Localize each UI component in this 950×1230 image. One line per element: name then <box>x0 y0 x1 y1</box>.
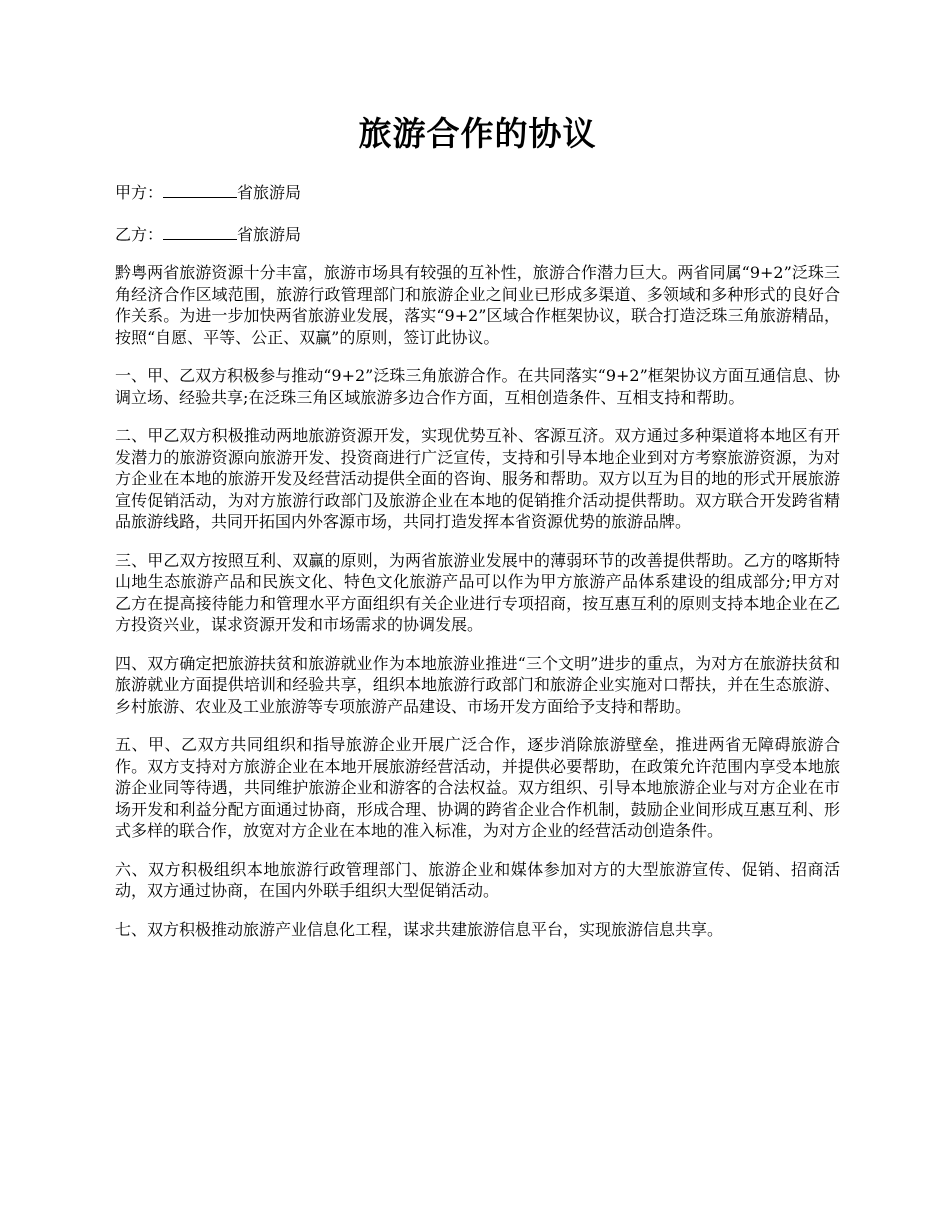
party-b-label: 乙方： <box>115 225 164 244</box>
clause-3: 三、甲乙双方按照互利、双赢的原则，为两省旅游业发展中的薄弱环节的改善提供帮助。乙方的喀斯特山地生态旅游产品和民族文化、特色文化旅游产品可以作为甲方旅游产品体系建设的组成部分;甲方对乙方在提高接待能力和管理水平方面组织有关企业进行专项招商，按互惠互利的原则支持本地企业在乙方投资兴业，谋求资源开发和市场需求的协调发展。 <box>115 550 840 634</box>
clause-5: 五、甲、乙双方共同组织和指导旅游企业开展广泛合作，逐步消除旅游壁垒，推进两省无障碍旅游合作。双方支持对方旅游企业在本地开展旅游经营活动，并提供必要帮助，在政策允许范围内享受本地旅游企业同等待遇，共同维护旅游企业和游客的合法权益。双方组织、引导本地旅游企业与对方企业在市场开发和利益分配方面通过协商，形成合理、协调的跨省企业合作机制，鼓励企业间形成互惠互利、形式多样的联合作，放宽对方企业在本地的准入标准，为对方企业的经营活动创造条件。 <box>115 735 840 840</box>
party-a-blank <box>163 183 237 198</box>
clause-1: 一、甲、乙双方积极参与推动“9+2”泛珠三角旅游合作。在共同落实“9+2”框架协议方面互通信息、协调立场、经验共享;在泛珠三角区域旅游多边合作方面，互相创造条件、互相支持和帮助。 <box>115 366 840 407</box>
party-b-line <box>115 224 301 246</box>
party-a-suffix: 省旅游局 <box>237 183 302 202</box>
party-b-blank <box>163 225 237 240</box>
party-b-suffix: 省旅游局 <box>237 225 302 244</box>
party-a-line <box>115 182 301 204</box>
document-title: 旅游合作的协议 <box>358 114 597 153</box>
clause-7: 七、双方积极推动旅游产业信息化工程，谋求共建旅游信息平台，实现旅游信息共享。 <box>115 919 724 939</box>
preamble-paragraph: 黔粤两省旅游资源十分丰富，旅游市场具有较强的互补性，旅游合作潜力巨大。两省同属“9+2”泛珠三角经济合作区域范围，旅游行政管理部门和旅游企业之间业已形成多渠道、多领域和多种形式的良好合作关系。为进一步加快两省旅游业发展，落实“9+2”区域合作框架协议，联合打造泛珠三角旅游精品，按照“自愿、平等、公正、双赢”的原则，签订此协议。 <box>115 263 840 347</box>
party-a-label: 甲方： <box>115 183 164 202</box>
clause-2: 二、甲乙双方积极推动两地旅游资源开发，实现优势互补、客源互济。双方通过多种渠道将本地区有开发潜力的旅游资源向旅游开发、投资商进行广泛宣传，支持和引导本地企业到对方考察旅游资源，为对方企业在本地的旅游开发及经营活动提供全面的咨询、服务和帮助。双方以互为目的地的形式开展旅游宣传促销活动，为对方旅游行政部门及旅游企业在本地的促销推介活动提供帮助。双方联合开发跨省精品旅游线路，共同开拓国内外客源市场，共同打造发挥本省资源优势的旅游品牌。 <box>115 426 840 531</box>
document-body <box>115 262 840 957</box>
clause-4: 四、双方确定把旅游扶贫和旅游就业作为本地旅游业推进“三个文明”进步的重点，为对方在旅游扶贫和旅游就业方面提供培训和经验共享，组织本地旅游行政部门和旅游企业实施对口帮扶，并在生态旅游、乡村旅游、农业及工业旅游等专项旅游产品建设、市场开发方面给予支持和帮助。 <box>115 653 840 716</box>
clause-6: 六、双方积极组织本地旅游行政管理部门、旅游企业和媒体参加对方的大型旅游宣传、促销、招商活动，双方通过协商，在国内外联手组织大型促销活动。 <box>115 859 840 900</box>
